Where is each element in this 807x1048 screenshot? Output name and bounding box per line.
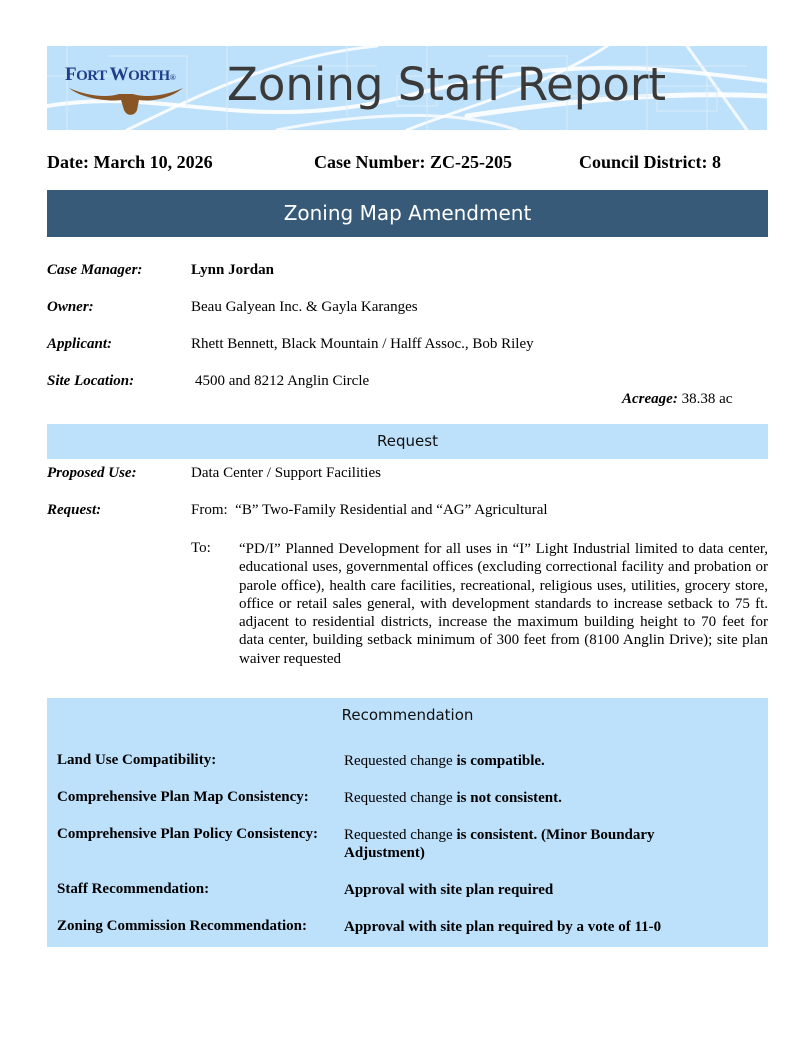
recommendation-value: Requested change is compatible. xyxy=(344,753,545,769)
case-manager-value: Lynn Jordan xyxy=(191,262,274,278)
site-location-value: 4500 and 8212 Anglin Circle xyxy=(195,373,370,389)
longhorn-icon xyxy=(67,84,185,118)
proposed-use-value: Data Center / Support Facilities xyxy=(191,465,381,481)
acreage-label: Acreage: xyxy=(622,391,678,407)
recommendation-value: Requested change is not consistent. xyxy=(344,790,562,806)
report-date: Date: March 10, 2026 xyxy=(47,152,213,172)
recommendation-value: Requested change is consistent. (Minor Boundary Adjustment) xyxy=(344,827,655,861)
report-title: Zoning Staff Report xyxy=(227,58,667,111)
recommendation-label: Zoning Commission Recommendation: xyxy=(57,918,308,934)
recommendation-label: Comprehensive Plan Policy Consistency: xyxy=(57,826,318,842)
recommendation-panel xyxy=(47,698,768,947)
recommendation-label: Land Use Compatibility: xyxy=(57,752,217,768)
section-header-request: Request xyxy=(47,424,768,459)
request-to-text: “PD/I” Planned Development for all uses in “I” Light Industrial limited to data center, educational uses, governmental offices (excluding correctional facility and probation or parole office), health care facilities, recreational, religious uses, utilities, grocery store, office or retail sales general, with development standards to increase setback to 75 ft. adjacent to residential districts, increase the maximum building height to 70 feet for data center, building setback minimum of 300 feet from (8100 Anglin Drive); site plan waiver requested xyxy=(239,541,768,667)
acreage-value: 38.38 ac xyxy=(681,391,733,407)
council-district: Council District: 8 xyxy=(579,152,721,172)
recommendation-value: Approval with site plan required xyxy=(344,882,554,898)
fort-worth-logo xyxy=(65,64,185,120)
case-manager-label: Case Manager: xyxy=(47,262,143,278)
request-to-label: To: xyxy=(191,540,211,556)
request-label: Request: xyxy=(47,502,102,518)
recommendation-value: Approval with site plan required by a vote of 11-0 xyxy=(344,919,662,935)
recommendation-title: Recommendation xyxy=(341,706,474,724)
report-banner xyxy=(47,46,767,130)
owner-label: Owner: xyxy=(47,299,94,315)
section-header-zoning-map-amendment: Zoning Map Amendment xyxy=(47,190,768,237)
request-from: From: “B” Two-Family Residential and “AG” Agricultural xyxy=(191,502,548,518)
applicant-value: Rhett Bennett, Black Mountain / Halff Assoc., Bob Riley xyxy=(191,336,534,352)
site-location-label: Site Location: xyxy=(47,373,135,389)
logo-wordmark: FORT WORTH® xyxy=(65,64,176,85)
recommendation-label: Staff Recommendation: xyxy=(57,881,210,897)
proposed-use-label: Proposed Use: xyxy=(47,465,137,481)
case-number: Case Number: ZC-25-205 xyxy=(314,152,512,172)
applicant-label: Applicant: xyxy=(47,336,113,352)
acreage xyxy=(622,391,732,408)
recommendation-label: Comprehensive Plan Map Consistency: xyxy=(57,789,309,805)
owner-value: Beau Galyean Inc. & Gayla Karanges xyxy=(191,299,418,315)
